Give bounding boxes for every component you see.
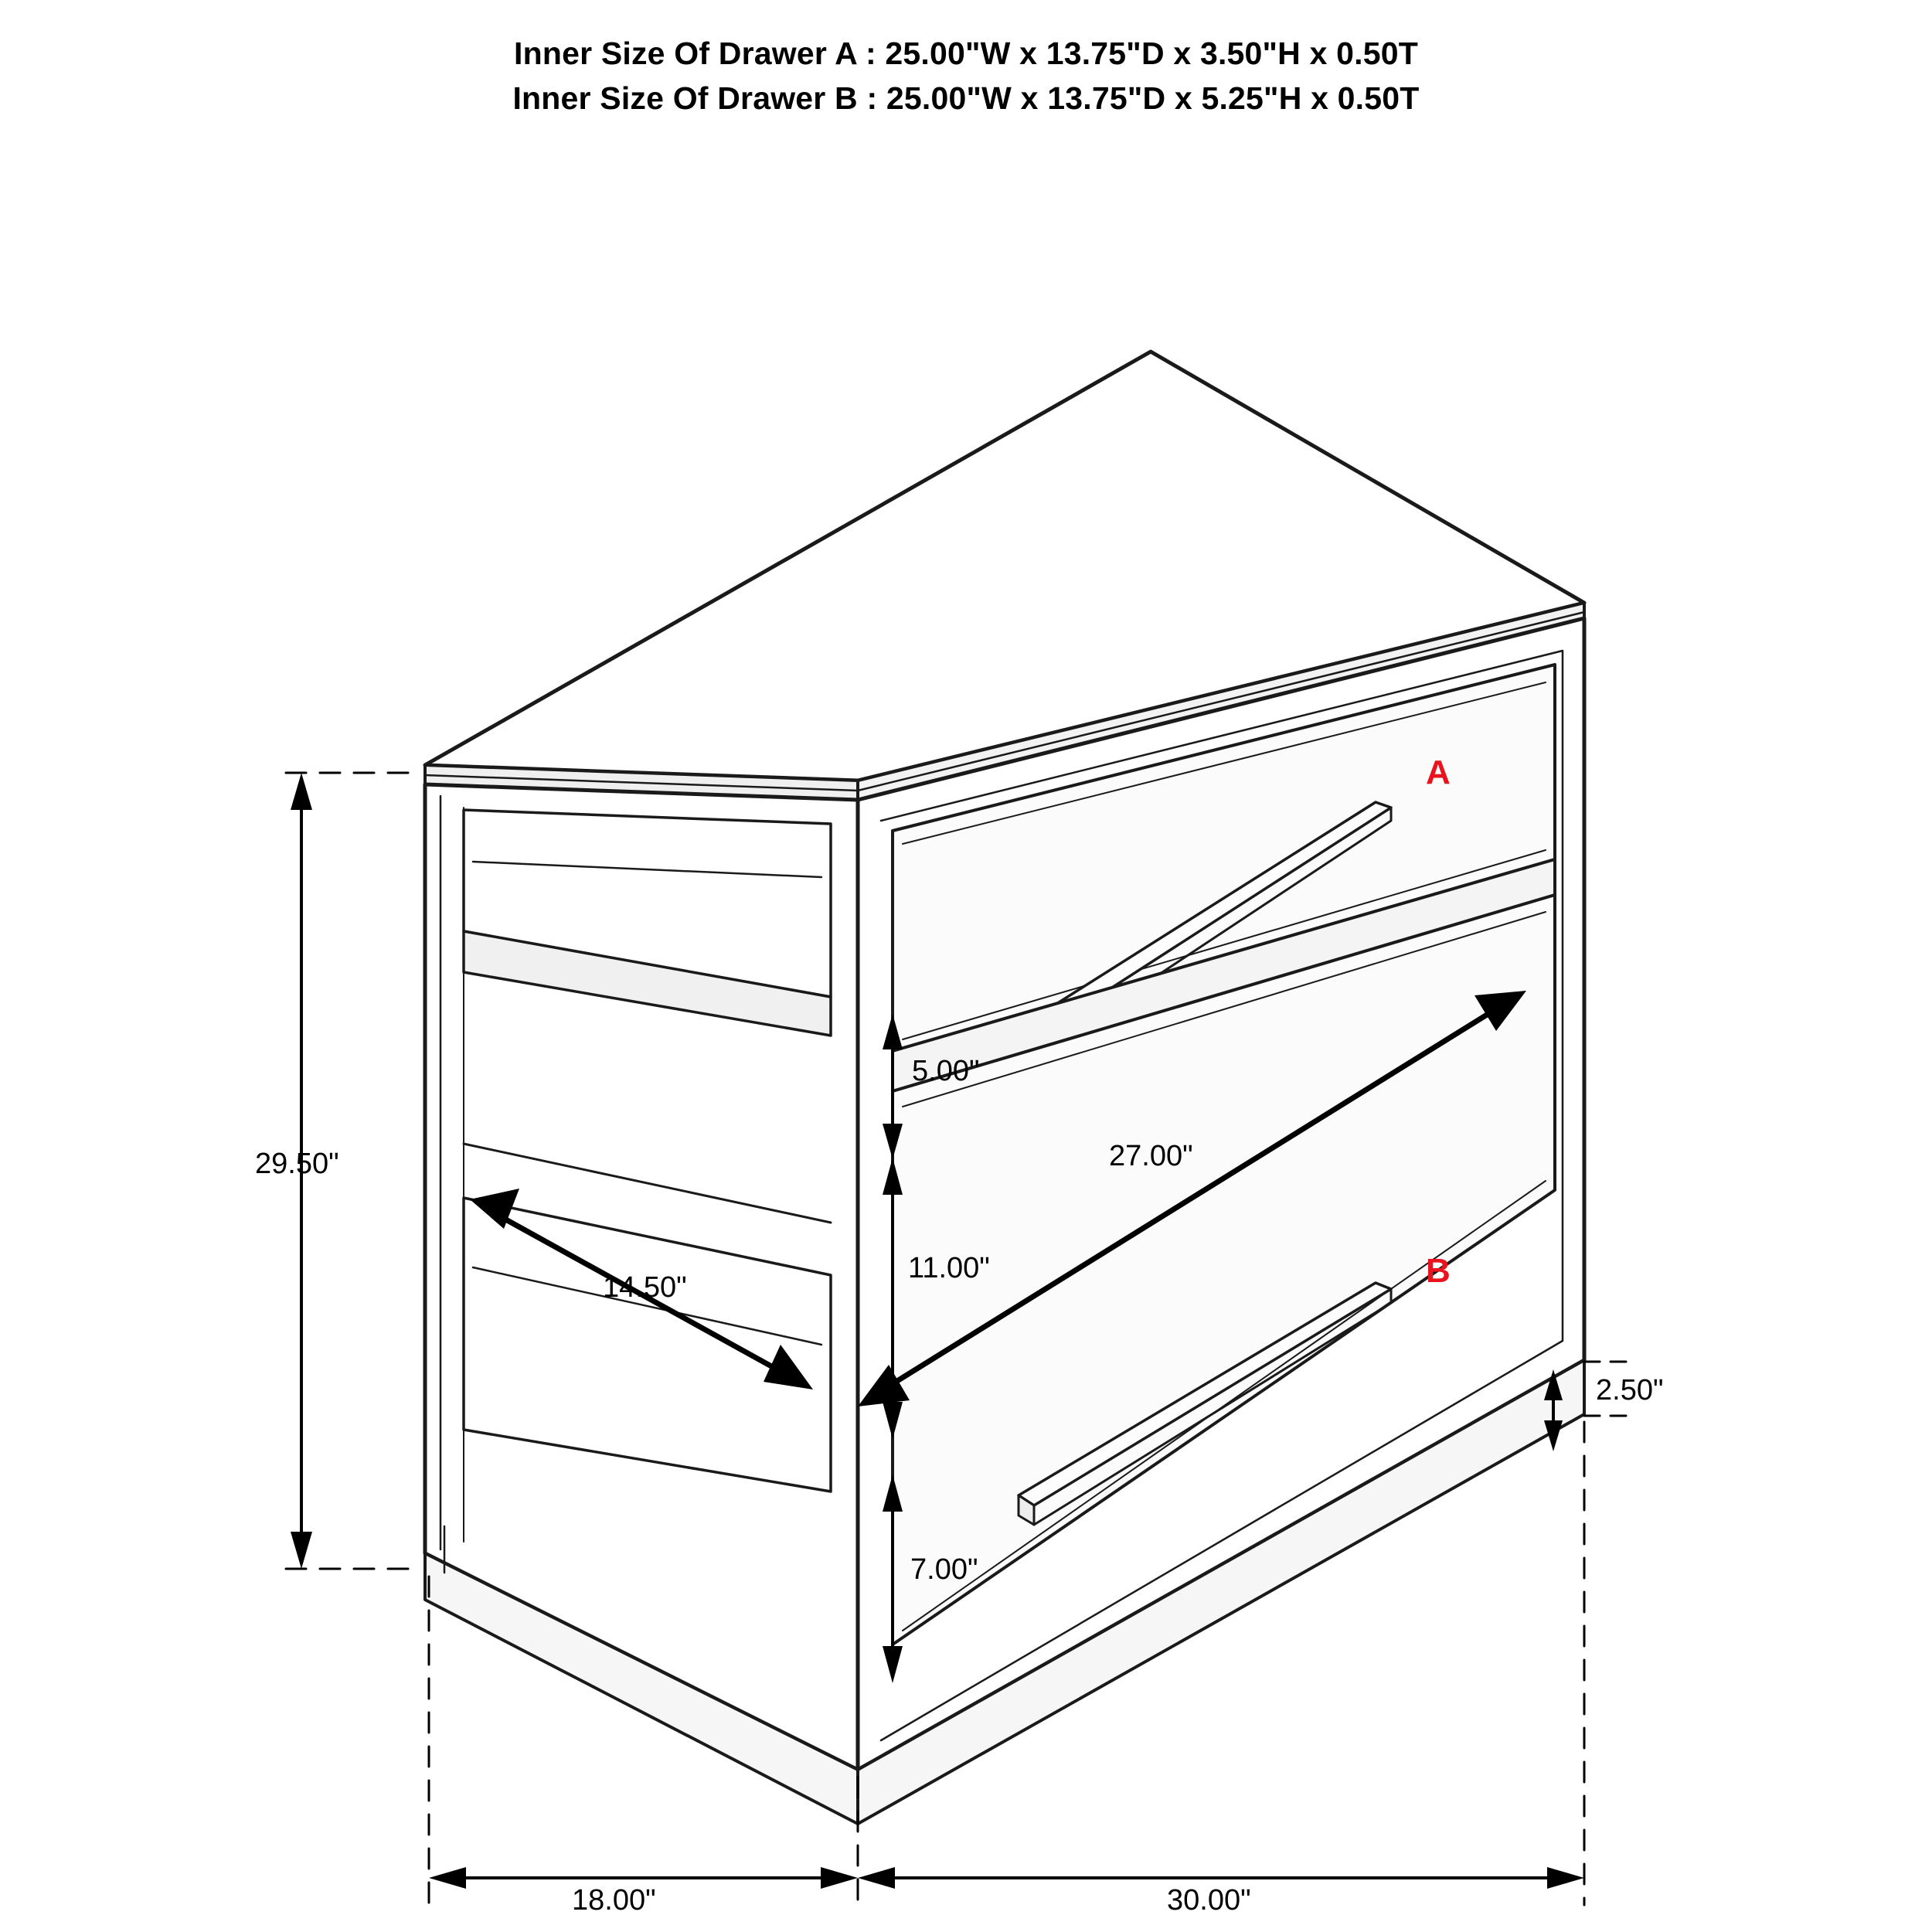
arrow-depth-left bbox=[429, 1867, 466, 1889]
label-interior-width: 27.00" bbox=[1109, 1140, 1193, 1172]
arrow-height-bottom bbox=[291, 1532, 312, 1569]
arrow-width-right bbox=[1547, 1867, 1584, 1889]
label-overall-depth: 18.00" bbox=[572, 1884, 656, 1917]
arrow-width-left bbox=[858, 1867, 895, 1889]
drawer-a-tag: A bbox=[1426, 753, 1451, 791]
label-drawer-b-opening: 7.00" bbox=[910, 1553, 978, 1586]
arrow-height-top bbox=[291, 773, 312, 810]
label-overall-height: 29.50" bbox=[255, 1148, 339, 1180]
label-drawer-a-opening: 5.00" bbox=[912, 1055, 980, 1087]
label-overall-width: 30.00" bbox=[1167, 1884, 1251, 1917]
drawer-a-inner-size-note: Inner Size Of Drawer A : 25.00"W x 13.75"D x 3.50"H x 0.50T bbox=[513, 36, 1419, 71]
label-interior-depth: 14.50" bbox=[603, 1271, 687, 1304]
label-leg-height: 2.50" bbox=[1596, 1374, 1664, 1406]
arrow-depth-right bbox=[821, 1867, 858, 1889]
drawer-b-inner-size-note: Inner Size Of Drawer B : 25.00"W x 13.75"D x 5.25"H x 0.50T bbox=[512, 80, 1420, 117]
drawer-b-tag: B bbox=[1426, 1252, 1451, 1290]
label-drawer-front-span: 11.00" bbox=[908, 1252, 990, 1284]
